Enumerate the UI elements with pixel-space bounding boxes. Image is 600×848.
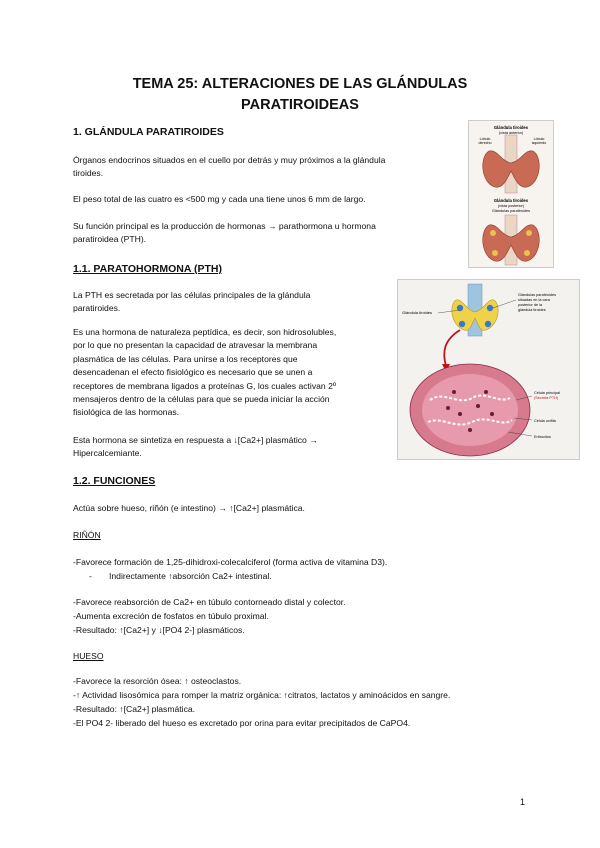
- fig1-label-top2: (vista anterior): [498, 131, 524, 135]
- parathyroid-histology-illustration: [398, 280, 579, 459]
- fig2-label-tiroides: Glándula tiroides: [402, 310, 433, 315]
- rinon-item-1-sub: Indirectamente ↑absorción Ca2+ intestinal.: [109, 571, 272, 581]
- fig2-label-para2: situadas en la cara: [518, 298, 550, 302]
- cell-nucleus-shape: [468, 428, 472, 432]
- parathyroid-histology-figure: [397, 279, 580, 460]
- text-line: Hipercalcemiante.: [73, 448, 142, 459]
- hueso-item-3: -Resultado: ↑[Ca2+] plasmática.: [73, 704, 196, 714]
- fig1-label-top: Glándula tiroides: [493, 125, 529, 130]
- fig1-label-lobulo-right-2: izquierdo: [531, 141, 547, 145]
- text-line: fisiológica de las hormonas.: [73, 407, 180, 418]
- rinon-item-3: -Aumenta excreción de fosfatos en túbulo proximal.: [73, 611, 269, 621]
- cell-nucleus-shape: [452, 390, 456, 394]
- fig1-label-lobulo-left: Lóbulo: [479, 137, 491, 141]
- title-line-1: TEMA 25: ALTERACIONES DE LAS GLÁNDULAS: [132, 76, 468, 92]
- text-line: paratiroides.: [73, 303, 121, 314]
- hueso-item-1: -Favorece la resorción ósea: ↑ osteoclastos.: [73, 676, 242, 686]
- parathyroid-gland-shape: [490, 230, 496, 236]
- parathyroid-gland-shape: [492, 250, 498, 256]
- section-1-1-paragraph-3: [73, 434, 403, 461]
- rinon-item-1-dash: -: [89, 571, 92, 581]
- histology-inner-shape: [422, 374, 518, 446]
- cell-nucleus-shape: [446, 406, 450, 410]
- hueso-item-4: -El PO4 2- liberado del hueso es excretado por orina para evitar precipitados de CaPO4.: [73, 718, 411, 728]
- section-1-paragraph-3: [73, 220, 443, 247]
- section-1-heading: 1. GLÁNDULA PARATIROIDES: [73, 126, 224, 138]
- section-1-1-paragraph-2: [73, 326, 403, 420]
- text-line: plasmática de las células. Para unirse a los receptores que: [73, 353, 298, 364]
- parathyroid-gland-shape: [459, 321, 465, 327]
- text-line: Esta hormona se sintetiza en respuesta a ↓[Ca2+] plasmático →: [73, 435, 318, 445]
- fig1-label-lobulo-right: Lóbulo: [533, 137, 545, 141]
- text-line: Órganos endocrinos situados en el cuello por detrás y muy próximos a la glándula: [73, 155, 386, 165]
- fig2-label-principal2: (Secreta PTH): [534, 396, 559, 400]
- rinon-subheading: RIÑÓN: [73, 530, 101, 540]
- section-1-paragraph-2: El peso total de las cuatro es <500 mg y cada una tiene unos 6 mm de largo.: [73, 194, 366, 204]
- fig2-label-para3: posterior de la: [518, 303, 543, 307]
- rinon-item-1: -Favorece formación de 1,25-dihidroxi-colecalciferol (forma activa de vitamina D3).: [73, 557, 388, 567]
- text-line: paratiroidea (PTH).: [73, 234, 147, 245]
- text-line: tiroides.: [73, 168, 104, 179]
- fig1-label-bottom: Glándula tiroides: [493, 198, 529, 203]
- parathyroid-gland-shape: [524, 250, 530, 256]
- rinon-item-4: -Resultado: ↑[Ca2+] y ↓[PO4 2-] plasmáticos.: [73, 625, 245, 635]
- page-number: 1: [520, 797, 526, 807]
- text-line: por lo que no presentan la capacidad de atravesar la membrana: [73, 340, 318, 351]
- section-1-2-heading: 1.2. FUNCIONES: [73, 475, 156, 487]
- thyroid-anatomy-figure: [468, 120, 554, 268]
- page-title: [0, 74, 600, 116]
- thyroid-anatomy-illustration: [469, 121, 553, 267]
- fig2-label-eritro: Eritrocitos: [534, 435, 551, 439]
- fig2-label-principal: Célula principal: [534, 391, 560, 395]
- cell-nucleus-shape: [476, 404, 480, 408]
- parathyroid-gland-shape: [485, 321, 491, 327]
- fig1-label-lobulo-left-2: derecho: [478, 141, 492, 145]
- zoom-arrow: [444, 330, 460, 366]
- text-line: Es una hormona de naturaleza peptídica, es decir, son hidrosolubles,: [73, 327, 337, 337]
- text-line: receptores de membrana ligados a proteínas G, los cuales activan 2º: [73, 380, 337, 391]
- text-line: mensajeros dentro de la células para que se pueda iniciar la acción: [73, 394, 330, 405]
- fig2-label-oxifila: Célula oxífila: [534, 419, 556, 423]
- text-line: Su función principal es la producción de hormonas → parathormona u hormona: [73, 221, 376, 231]
- fig1-label-bottom2: (vista posterior): [497, 204, 525, 208]
- parathyroid-gland-shape: [487, 305, 493, 311]
- title-line-2: PARATIROIDEAS: [241, 97, 359, 113]
- parathyroid-gland-shape: [526, 230, 532, 236]
- cell-nucleus-shape: [458, 412, 462, 416]
- section-1-2-intro: Actúa sobre hueso, riñón (e intestino) → ↑[Ca2+] plasmática.: [73, 503, 305, 513]
- cell-nucleus-shape: [490, 412, 494, 416]
- hueso-subheading: HUESO: [73, 651, 104, 661]
- rinon-item-2: -Favorece reabsorción de Ca2+ en túbulo contorneado distal y colector.: [73, 597, 346, 607]
- fig1-label-bottom3: Glándulas paratiroides: [492, 209, 530, 213]
- text-line: desencadenan el efecto fisiológico es necesario que se unen a: [73, 367, 313, 378]
- section-1-1-paragraph-1: [73, 289, 393, 316]
- fig2-label-para4: glándula tiroides: [518, 308, 546, 312]
- section-1-1-heading: 1.1. PARATOHORMONA (PTH): [73, 263, 222, 275]
- text-line: La PTH es secretada por las células principales de la glándula: [73, 290, 311, 300]
- cell-nucleus-shape: [484, 390, 488, 394]
- fig2-label-para1: Glándulas paratiroides: [518, 293, 556, 297]
- section-1-paragraph-1: [73, 154, 443, 181]
- hueso-item-2: -↑ Actividad lisosómica para romper la matriz orgánica: ↑citratos, lactatos y aminoácidos en sangre.: [73, 690, 451, 700]
